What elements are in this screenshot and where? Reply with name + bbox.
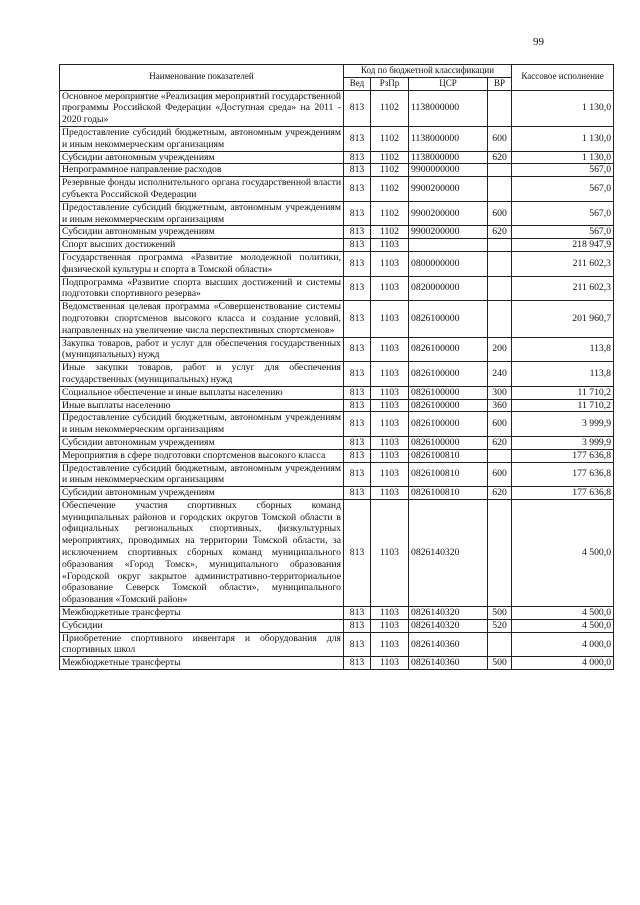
row-name: Государственная программа «Развитие молодежной политики, физической культуры и спорта в Томской области»	[60, 251, 344, 276]
row-rzpr: 1103	[371, 607, 409, 620]
row-csr: 0826100000	[409, 386, 488, 399]
row-rzpr: 1103	[371, 619, 409, 632]
row-vr: 600	[488, 126, 512, 151]
row-csr: 9900200000	[409, 226, 488, 239]
row-csr: 0826100810	[409, 487, 488, 500]
row-csr: 0826140320	[409, 607, 488, 620]
row-name: Предоставление субсидий бюджетным, автономным учреждениям и иным некоммерческим организациям	[60, 412, 344, 437]
row-name: Субсидии автономным учреждениям	[60, 151, 344, 164]
row-name: Иные закупки товаров, работ и услуг для обеспечения государственных (муниципальных) нужд	[60, 362, 344, 387]
row-sum: 177 636,8	[512, 487, 614, 500]
row-csr	[409, 239, 488, 252]
row-csr: 9900200000	[409, 177, 488, 202]
row-name: Предоставление субсидий бюджетным, автономным учреждениям и иным некоммерческим организациям	[60, 201, 344, 226]
row-csr: 0820000000	[409, 276, 488, 301]
row-rzpr: 1103	[371, 436, 409, 449]
row-ved: 813	[344, 462, 371, 487]
header-code-group: Код по бюджетной классификации	[344, 65, 512, 78]
table-row	[60, 462, 614, 487]
row-rzpr: 1103	[371, 499, 409, 606]
row-sum: 177 636,8	[512, 449, 614, 462]
budget-table	[59, 64, 614, 670]
row-csr: 1138000000	[409, 126, 488, 151]
row-csr: 0826140360	[409, 632, 488, 657]
table-row	[60, 632, 614, 657]
row-ved: 813	[344, 657, 371, 670]
row-sum: 3 999,9	[512, 436, 614, 449]
row-ved: 813	[344, 337, 371, 362]
row-sum: 4 500,0	[512, 607, 614, 620]
row-name: Социальное обеспечение и иные выплаты населению	[60, 386, 344, 399]
row-vr: 300	[488, 386, 512, 399]
row-ved: 813	[344, 632, 371, 657]
row-rzpr: 1102	[371, 126, 409, 151]
row-sum: 201 960,7	[512, 301, 614, 337]
row-sum: 11 710,2	[512, 386, 614, 399]
row-name: Непрограммное направление расходов	[60, 164, 344, 177]
row-vr	[488, 177, 512, 202]
row-vr	[488, 251, 512, 276]
table-row	[60, 362, 614, 387]
row-vr: 360	[488, 399, 512, 412]
table-row	[60, 151, 614, 164]
row-ved: 813	[344, 412, 371, 437]
row-rzpr: 1103	[371, 399, 409, 412]
row-vr: 500	[488, 607, 512, 620]
row-sum: 1 130,0	[512, 126, 614, 151]
row-csr: 0826100810	[409, 449, 488, 462]
row-ved: 813	[344, 499, 371, 606]
row-name: Межбюджетные трансферты	[60, 657, 344, 670]
row-vr: 200	[488, 337, 512, 362]
row-vr	[488, 239, 512, 252]
row-sum: 211 602,3	[512, 251, 614, 276]
row-vr: 500	[488, 657, 512, 670]
header-name: Наименование показателей	[60, 65, 344, 91]
row-name: Резервные фонды исполнительного органа государственной власти субъекта Российской Федерации	[60, 177, 344, 202]
row-csr: 0826100000	[409, 412, 488, 437]
table-header	[60, 65, 614, 91]
table-row	[60, 177, 614, 202]
table-row	[60, 164, 614, 177]
table-row	[60, 657, 614, 670]
row-sum: 1 130,0	[512, 90, 614, 126]
row-name: Закупка товаров, работ и услуг для обеспечения государственных (муниципальных) нужд	[60, 337, 344, 362]
row-csr: 0826100000	[409, 399, 488, 412]
row-ved: 813	[344, 251, 371, 276]
row-ved: 813	[344, 301, 371, 337]
row-rzpr: 1102	[371, 164, 409, 177]
row-ved: 813	[344, 126, 371, 151]
row-rzpr: 1102	[371, 151, 409, 164]
header-execution: Кассовое исполнение	[512, 65, 614, 91]
row-ved: 813	[344, 449, 371, 462]
row-name: Субсидии автономным учреждениям	[60, 226, 344, 239]
row-vr	[488, 301, 512, 337]
row-vr	[488, 164, 512, 177]
row-rzpr: 1102	[371, 226, 409, 239]
row-sum: 177 636,8	[512, 462, 614, 487]
table-row	[60, 239, 614, 252]
row-name: Основное мероприятие «Реализация мероприятий государственной программы Российской Федерации «Доступная среда» на 2011 - 2020 годы»	[60, 90, 344, 126]
table-row	[60, 126, 614, 151]
row-name: Обеспечение участия спортивных сборных команд муниципальных районов и городских округов Томской области в официальных региональных спортивных, физкультурных мероприятиях, проводимых на территории Томской области, за исключением спортивных сборных команд муниципального образования «Город Томск», муниципального образования «Городской округ закрытое административно-территориальное образование Северск Томской области», муниципального образования «Томский район»	[60, 499, 344, 606]
row-name: Субсидии	[60, 619, 344, 632]
row-vr: 600	[488, 462, 512, 487]
row-ved: 813	[344, 239, 371, 252]
row-sum: 567,0	[512, 164, 614, 177]
row-csr: 9900000000	[409, 164, 488, 177]
row-sum: 4 500,0	[512, 499, 614, 606]
row-ved: 813	[344, 619, 371, 632]
table-row	[60, 399, 614, 412]
table-body	[60, 90, 614, 669]
row-csr: 0800000000	[409, 251, 488, 276]
row-csr: 0826100000	[409, 362, 488, 387]
row-csr: 0826100000	[409, 436, 488, 449]
table-row	[60, 607, 614, 620]
header-csr: ЦСР	[409, 77, 488, 90]
row-sum: 4 000,0	[512, 657, 614, 670]
row-csr: 0826140320	[409, 619, 488, 632]
header-row-1	[60, 65, 614, 78]
row-vr	[488, 499, 512, 606]
row-name: Подпрограмма «Развитие спорта высших достижений и системы подготовки спортивного резерва»	[60, 276, 344, 301]
row-csr: 9900200000	[409, 201, 488, 226]
row-rzpr: 1103	[371, 412, 409, 437]
row-name: Предоставление субсидий бюджетным, автономным учреждениям и иным некоммерческим организациям	[60, 126, 344, 151]
row-sum: 567,0	[512, 177, 614, 202]
row-rzpr: 1103	[371, 632, 409, 657]
table-row	[60, 487, 614, 500]
row-ved: 813	[344, 226, 371, 239]
row-name: Межбюджетные трансферты	[60, 607, 344, 620]
page-number: 99	[533, 36, 544, 48]
header-vr: ВР	[488, 77, 512, 90]
row-vr	[488, 90, 512, 126]
row-rzpr: 1103	[371, 362, 409, 387]
row-vr: 520	[488, 619, 512, 632]
row-ved: 813	[344, 90, 371, 126]
table-row	[60, 301, 614, 337]
row-vr: 620	[488, 226, 512, 239]
row-rzpr: 1103	[371, 449, 409, 462]
row-sum: 218 947,9	[512, 239, 614, 252]
row-rzpr: 1103	[371, 239, 409, 252]
row-name: Приобретение спортивного инвентаря и оборудования для спортивных школ	[60, 632, 344, 657]
table-row	[60, 337, 614, 362]
row-csr: 0826100810	[409, 462, 488, 487]
row-rzpr: 1103	[371, 386, 409, 399]
row-rzpr: 1103	[371, 487, 409, 500]
row-rzpr: 1103	[371, 251, 409, 276]
row-csr: 0826100000	[409, 337, 488, 362]
row-sum: 3 999,9	[512, 412, 614, 437]
table-row	[60, 276, 614, 301]
row-ved: 813	[344, 386, 371, 399]
row-vr: 600	[488, 201, 512, 226]
row-name: Иные выплаты населению	[60, 399, 344, 412]
row-sum: 1 130,0	[512, 151, 614, 164]
table-row	[60, 436, 614, 449]
table-row	[60, 226, 614, 239]
row-ved: 813	[344, 276, 371, 301]
row-csr: 0826140320	[409, 499, 488, 606]
row-name: Мероприятия в сфере подготовки спортсменов высокого класса	[60, 449, 344, 462]
table-row	[60, 449, 614, 462]
header-rzpr: РзПр	[371, 77, 409, 90]
table-row	[60, 386, 614, 399]
row-vr: 620	[488, 487, 512, 500]
row-sum: 567,0	[512, 201, 614, 226]
row-rzpr: 1103	[371, 462, 409, 487]
row-rzpr: 1102	[371, 90, 409, 126]
row-sum: 4 500,0	[512, 619, 614, 632]
table-row	[60, 619, 614, 632]
row-name: Ведомственная целевая программа «Совершенствование системы подготовки спортсменов высокого класса и создание условий, направленных на увеличение числа перспективных спортсменов»	[60, 301, 344, 337]
row-ved: 813	[344, 362, 371, 387]
row-rzpr: 1103	[371, 337, 409, 362]
table-row	[60, 412, 614, 437]
row-sum: 4 000,0	[512, 632, 614, 657]
table-row	[60, 201, 614, 226]
row-csr: 1138000000	[409, 90, 488, 126]
row-sum: 11 710,2	[512, 399, 614, 412]
row-ved: 813	[344, 487, 371, 500]
row-sum: 211 602,3	[512, 276, 614, 301]
row-rzpr: 1102	[371, 201, 409, 226]
row-vr	[488, 632, 512, 657]
row-vr: 620	[488, 436, 512, 449]
row-rzpr: 1103	[371, 301, 409, 337]
row-sum: 113,8	[512, 362, 614, 387]
table-row	[60, 499, 614, 606]
table-row	[60, 90, 614, 126]
row-vr	[488, 276, 512, 301]
row-name: Предоставление субсидий бюджетным, автономным учреждениям и иным некоммерческим организациям	[60, 462, 344, 487]
row-rzpr: 1102	[371, 177, 409, 202]
row-name: Спорт высших достижений	[60, 239, 344, 252]
row-name: Субсидии автономным учреждениям	[60, 436, 344, 449]
row-ved: 813	[344, 607, 371, 620]
row-vr: 240	[488, 362, 512, 387]
row-vr: 620	[488, 151, 512, 164]
table-row	[60, 251, 614, 276]
row-sum: 567,0	[512, 226, 614, 239]
row-ved: 813	[344, 177, 371, 202]
row-rzpr: 1103	[371, 276, 409, 301]
row-ved: 813	[344, 164, 371, 177]
row-vr	[488, 449, 512, 462]
row-csr: 0826140360	[409, 657, 488, 670]
row-vr: 600	[488, 412, 512, 437]
header-ved: Вед	[344, 77, 371, 90]
row-ved: 813	[344, 399, 371, 412]
row-ved: 813	[344, 151, 371, 164]
row-ved: 813	[344, 436, 371, 449]
row-sum: 113,8	[512, 337, 614, 362]
row-rzpr: 1103	[371, 657, 409, 670]
row-name: Субсидии автономным учреждениям	[60, 487, 344, 500]
row-csr: 0826100000	[409, 301, 488, 337]
row-ved: 813	[344, 201, 371, 226]
row-csr: 1138000000	[409, 151, 488, 164]
